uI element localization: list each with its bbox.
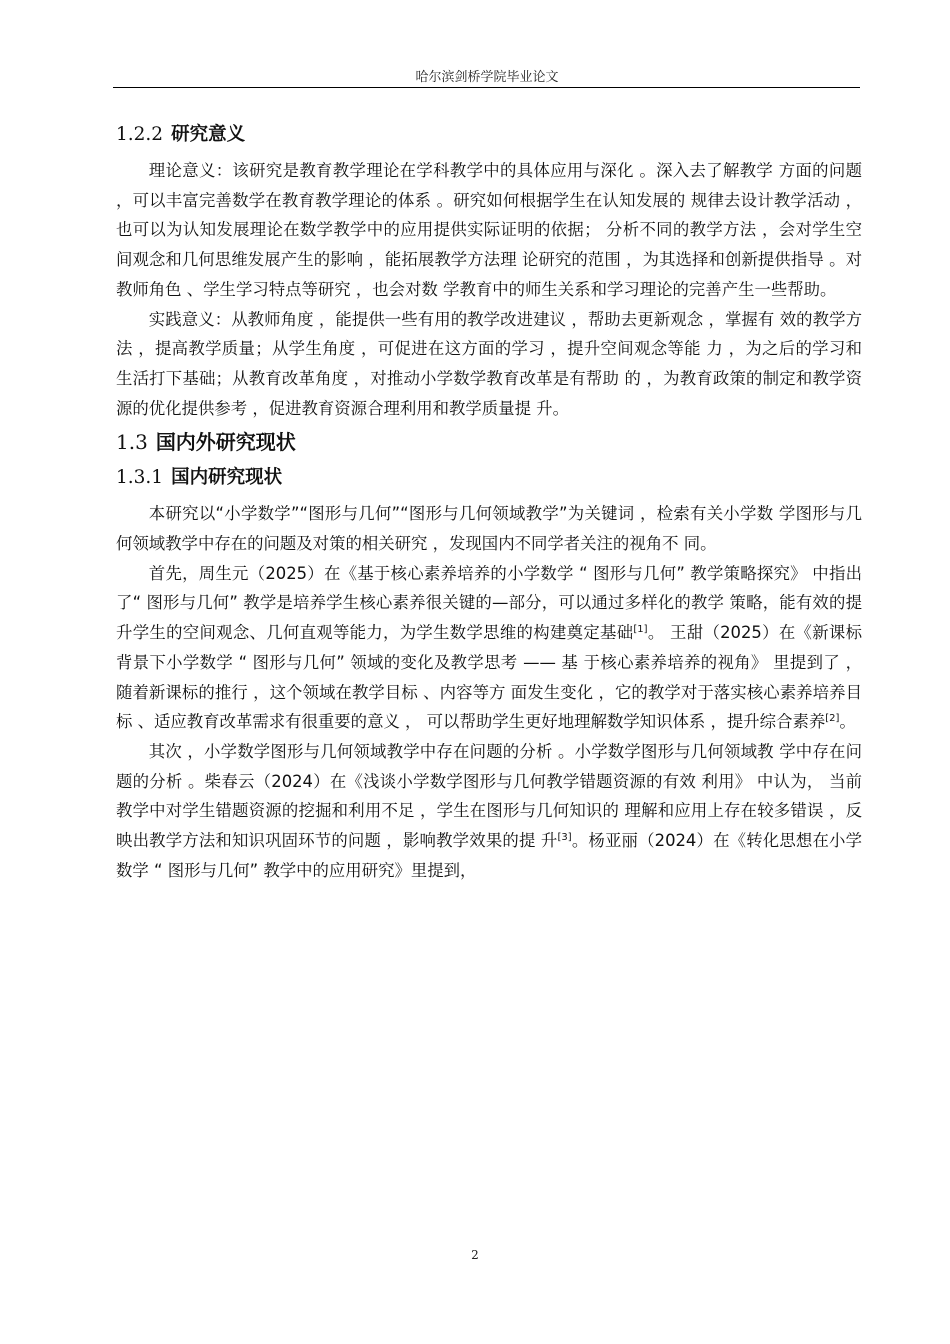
paragraph-second-studies <box>116 737 862 886</box>
paragraph-text: 。杨亚丽（2024）在《转化思想在小学数学 “ 图形与几何” 教学中的应用研究》里提到， <box>116 831 863 880</box>
heading-1-2-2 <box>116 118 862 152</box>
paragraph-text: 首先，周生元（2025）在《基于核心素养培养的小学数学 “ 图形与几何” 教学策略探究》 中指出了“ 图形与几何” 教学是培养学生核心素养很关键的—部分，可以通过多样化的教学 策略，能有效的提升学生的空间观念、几何直观等能力，为学生数学思维的构建奠定基础 <box>116 563 862 643</box>
page-number: 2 <box>471 1248 479 1262</box>
heading-title: 国内研究现状 <box>171 467 283 489</box>
citation-ref-2: [2] <box>825 713 840 725</box>
paragraph-text: 其次 ，小学数学图形与几何领域教学中存在问题的分析 。小学数学图形与几何领域教 学中存在问题的分析 。柴春云（2024）在《浅谈小学数学图形与几何教学错题资源的有效 利用》 中认为， 当前教学中对学生错题资源的挖掘和利用不足 ，学生在图形与几何知识的 理解和应用上存在较多错误 ，反映出教学方法和知识巩固环节的问题 ，影响教学效果的提 升 <box>116 741 862 851</box>
citation-ref-3: [3] <box>557 832 572 844</box>
paragraph-first-studies <box>116 559 862 737</box>
header-rule <box>113 87 860 88</box>
paragraph-theory-significance: 理论意义：该研究是教育教学理论在学科教学中的具体应用与深化 。深入去了解教学 方面的问题 ，可以丰富完善数学在教育教学理论的体系 。研究如何根据学生在认知发展的 规律去设计教学活动 ，也可以为认知发展理论在数学教学中的应用提供实际证明的依据； 分析不同的教学方法 ，会对学生空间观念和几何思维发展产生的影响 ，能拓展教学方法理 论研究的范围 ，为其选择和创新提供指导 。对教师角色 、学生学习特点等研究 ，也会对数 学教育中的师生关系和学习理论的完善产生一些帮助。 <box>116 161 862 299</box>
paragraph-research-keywords: 本研究以“小学数学”“图形与几何”“图形与几何领域教学”为关键词 ，检索有关小学数 学图形与几何领域教学中存在的问题及对策的相关研究 ，发现国内不同学者关注的视角不 同。 <box>116 504 862 554</box>
page-body <box>116 118 862 885</box>
heading-title: 研究意义 <box>171 124 246 145</box>
running-header: 哈尔滨剑桥学院毕业论文 <box>415 70 559 85</box>
heading-1-3-1 <box>116 461 862 495</box>
paragraph-text: 。 <box>839 712 856 732</box>
heading-number: 1.3.1 <box>116 467 164 489</box>
citation-ref-1: [1] <box>633 624 648 636</box>
heading-number: 1.3 <box>116 430 148 455</box>
heading-1-3 <box>116 425 862 459</box>
heading-number: 1.2.2 <box>116 124 164 145</box>
paragraph-practice-significance: 实践意义：从教师角度 ，能提供一些有用的教学改进建议 ，帮助去更新观念 ，掌握有 效的教学方法 ，提高教学质量；从学生角度 ，可促进在这方面的学习 ，提升空间观念等能 力 ，为之后的学习和生活打下基础；从教育改革角度 ，对推动小学数学教育改革是有帮助 的 ，为教育政策的制定和教学资源的优化提供参考 ，促进教育资源合理利用和教学质量提 升。 <box>116 309 862 418</box>
paragraph-text: 。 王甜（2025）在《新课标背景下小学数学 “ 图形与几何” 领域的变化及教学思考 —— 基 于核心素养培养的视角》 里提到了 ，随着新课标的推行 ，这个领域在教学目标 、内容等方 面发生变化 ，它的教学对于落实核心素养培养目标 、适应教育改革需求有很重要的意义 ， 可以帮助学生更好地理解数学知识体系 ，提升综合素养 <box>116 623 862 732</box>
heading-title: 国内外研究现状 <box>155 430 296 455</box>
